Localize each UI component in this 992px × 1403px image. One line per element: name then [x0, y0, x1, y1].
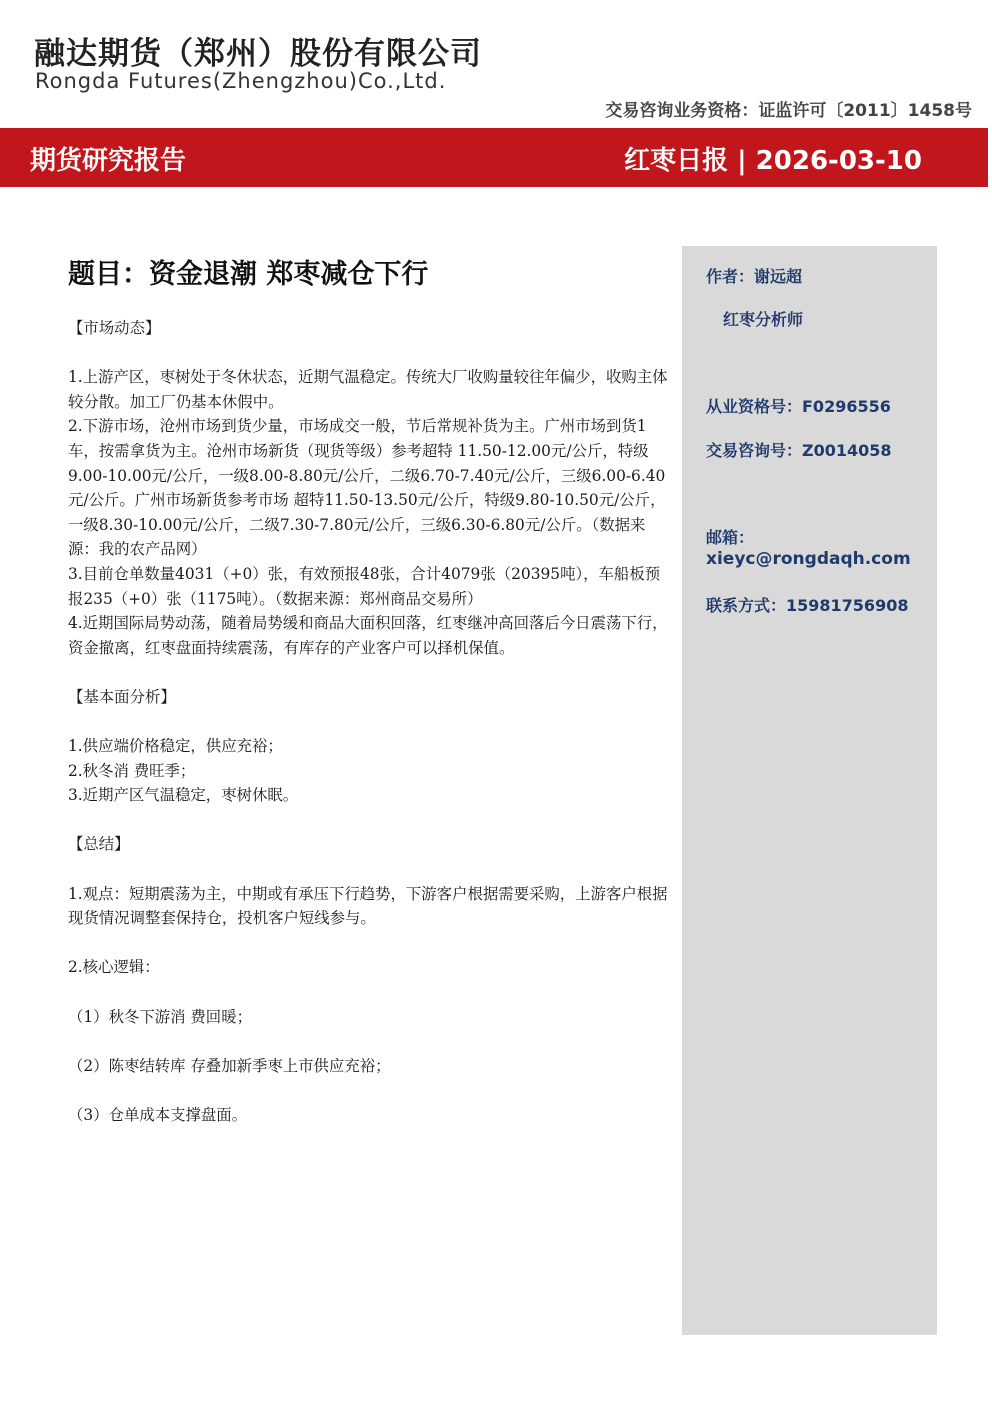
market-item: 4.近期国际局势动荡，随着局势缓和商品大面积回落，红枣继冲高回落后今日震荡下行，资金撤离，红枣盘面持续震荡，有库存的产业客户可以择机保值。 [68, 614, 668, 657]
market-item: 3.目前仓单数量4031（+0）张，有效预报48张，合计4079张（20395吨），车船板预报235（+0）张（1175吨）。（数据来源：郑州商品交易所） [68, 564, 661, 608]
fundamental-item: 3.近期产区气温稳定，枣树休眠。 [68, 786, 299, 805]
author-sidebar [682, 246, 937, 1335]
author-role: 红枣分析师 [723, 310, 804, 329]
report-name-date: 红枣日报 | 2026-03-10 [624, 146, 922, 176]
summary-view: 1.观点：短期震荡为主，中期或有承压下行趋势，下游客户根据需要采购，上游客户根据现货情况调整套保持仓，投机客户短线参与。 [68, 884, 668, 928]
fundamental-heading: 【基本面分析】 [68, 687, 176, 706]
email-address[interactable]: xieyc@rongdaqh.com [706, 549, 911, 569]
company-name-en: Rongda Futures(Zhengzhou)Co.,Ltd. [35, 69, 447, 93]
qualification-number: 从业资格号：F0296556 [706, 397, 891, 416]
author-name: 作者：谢远超 [706, 267, 803, 286]
market-heading: 【市场动态】 [68, 319, 161, 337]
report-body [68, 316, 672, 1128]
email-label: 邮箱： [706, 528, 755, 547]
report-title: 题目：资金退潮 郑枣减仓下行 [68, 259, 429, 290]
fundamental-item: 1.供应端价格稳定，供应充裕； [68, 737, 283, 756]
report-type: 期货研究报告 [30, 146, 187, 176]
license-info: 交易咨询业务资格：证监许可〔2011〕1458号 [605, 101, 972, 121]
market-item: 1.上游产区，枣树处于冬休状态，近期气温稳定。传统大厂收购量较往年偏少，收购主体较分散。加工厂仍基本休假中。 [68, 368, 668, 411]
fundamental-item: 2.秋冬消 费旺季； [68, 761, 196, 780]
summary-point: （2）陈枣结转库 存叠加新季枣上市供应充裕； [68, 1056, 391, 1075]
company-name-cn: 融达期货（郑州）股份有限公司 [34, 36, 482, 72]
summary-point: （1）秋冬下游消 费回暖； [68, 1007, 252, 1026]
report-banner [0, 128, 988, 187]
summary-logic: 2.核心逻辑： [68, 958, 160, 977]
market-item: 2.下游市场，沧州市场到货少量，市场成交一般，节后常规补货为主。广州市场到货1车，按需拿货为主。沧州市场新货（现货等级）参考超特 11.50-12.00元/公斤，特级9.00-10.00元/公斤，一级8.00-8.80元/公斤，二级6.70-7.40元/公斤，三级6.00-6.40元/公斤。广州市场新货参考市场 超特11.50-13.50元/公斤，特级9.80-10.50元/公斤，一级8.30-10.00元/公斤，二级7.30-7.80元/公斤，三级6.30-6.80元/公斤。（数据来源：我的农产品网） [68, 417, 666, 559]
contact-phone: 联系方式：15981756908 [706, 596, 909, 615]
consult-number: 交易咨询号：Z0014058 [706, 441, 892, 460]
summary-heading: 【总结】 [68, 835, 130, 854]
summary-point: （3）仓单成本支撑盘面。 [68, 1106, 248, 1124]
